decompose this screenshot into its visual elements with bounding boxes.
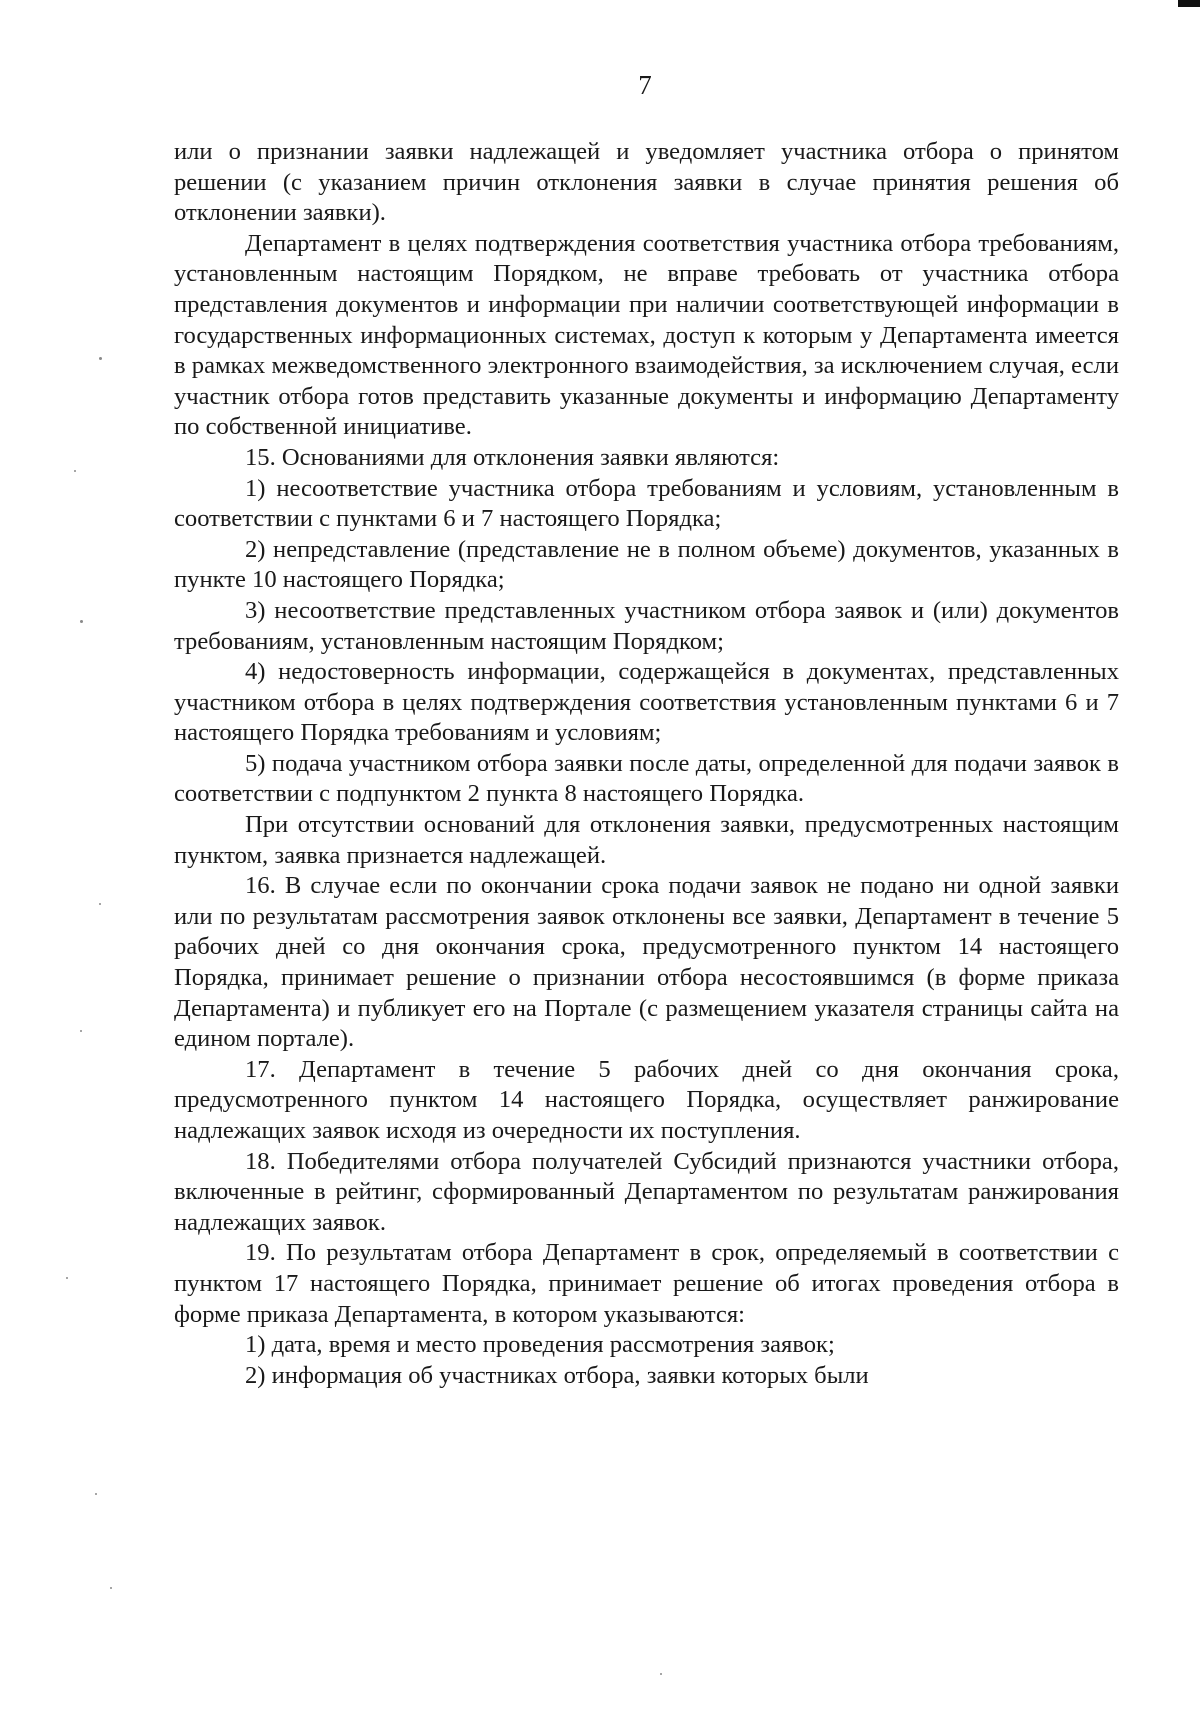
clause-15-item-5: 5) подача участником отбора заявки после даты, определенной для подачи заявок в соответствии с подпунктом 2 пункта 8 настоящего Порядка. xyxy=(174,749,1119,808)
paragraph-1: или о признании заявки надлежащей и уведомляет участника отбора о принятом решении (с указанием причин отклонения заявки в случае принятия решения об отклонении заявки). xyxy=(174,138,1119,227)
clause-15-closing: При отсутствии оснований для отклонения заявки, предусмотренных настоящим пунктом, заявка признается надлежащей. xyxy=(174,811,1119,869)
clause-15-item-2: 2) непредставление (представление не в полном объеме) документов, указанных в пункте 10 настоящего Порядка; xyxy=(174,535,1119,594)
scan-speck xyxy=(80,1030,82,1032)
clause-17: 17. Департамент в течение 5 рабочих дней со дня окончания срока, предусмотренного пунктом 14 настоящего Порядка, осуществляет ранжирование надлежащих заявок исходя из очередности их поступления. xyxy=(174,1055,1119,1144)
clause-19-item-1: 1) дата, время и место проведения рассмотрения заявок; xyxy=(245,1331,835,1359)
scan-edge-mark xyxy=(1178,0,1200,7)
clause-19-item-2: 2) информация об участниках отбора, заявки которых были xyxy=(245,1361,869,1389)
scan-speck xyxy=(99,903,101,905)
scan-speck xyxy=(99,357,102,360)
clause-15-item-3: 3) несоответствие представленных участником отбора заявок и (или) документов требованиям, установленным настоящим Порядком; xyxy=(174,596,1119,655)
clause-18: 18. Победителями отбора получателей Субсидий признаются участники отбора, включенные в рейтинг, сформированный Департаментом по результатам ранжирования надлежащих заявок. xyxy=(174,1147,1119,1236)
scan-speck xyxy=(66,1277,68,1279)
document-body xyxy=(174,137,1119,1391)
scan-speck xyxy=(110,1587,112,1589)
scan-speck xyxy=(95,1493,97,1495)
paragraph-2: Департамент в целях подтверждения соответствия участника отбора требованиям, установленным настоящим Порядком, не вправе требовать от участника отбора представления документов и информации при наличии соответствующей информации в государственных информационных системах, доступ к которым у Департамента имеется в рамках межведомственного электронного взаимодействия, за исключением случая, если участник отбора готов представить указанные документы и информацию Департаменту по собственной инициативе. xyxy=(174,229,1119,441)
clause-15-item-1: 1) несоответствие участника отбора требованиям и условиям, установленным в соответствии с пунктами 6 и 7 настоящего Порядка; xyxy=(174,474,1119,533)
clause-15-heading: 15. Основаниями для отклонения заявки являются: xyxy=(245,443,780,471)
clause-19: 19. По результатам отбора Департамент в срок, определяемый в соответствии с пунктом 17 настоящего Порядка, принимает решение об итогах проведения отбора в форме приказа Департамента, в котором указываются: xyxy=(174,1239,1119,1328)
clause-15-item-4: 4) недостоверность информации, содержащейся в документах, представленных участником отбора в целях подтверждения соответствия установленным пунктами 6 и 7 настоящего Порядка требованиям и условиям; xyxy=(174,658,1119,747)
page-number: 7 xyxy=(638,70,652,100)
scan-speck xyxy=(660,1673,662,1675)
clause-16: 16. В случае если по окончании срока подачи заявок не подано ни одной заявки или по результатам рассмотрения заявок отклонены все заявки, Департамент в течение 5 рабочих дней со дня окончания срока, предусмотренного пунктом 14 настоящего Порядка, принимает решение о признании отбора несостоявшимся (в форме приказа Департамента) и публикует его на Портале (с размещением указателя страницы сайта на едином портале). xyxy=(174,872,1119,1053)
scan-speck xyxy=(80,620,83,623)
scan-speck xyxy=(74,470,76,472)
